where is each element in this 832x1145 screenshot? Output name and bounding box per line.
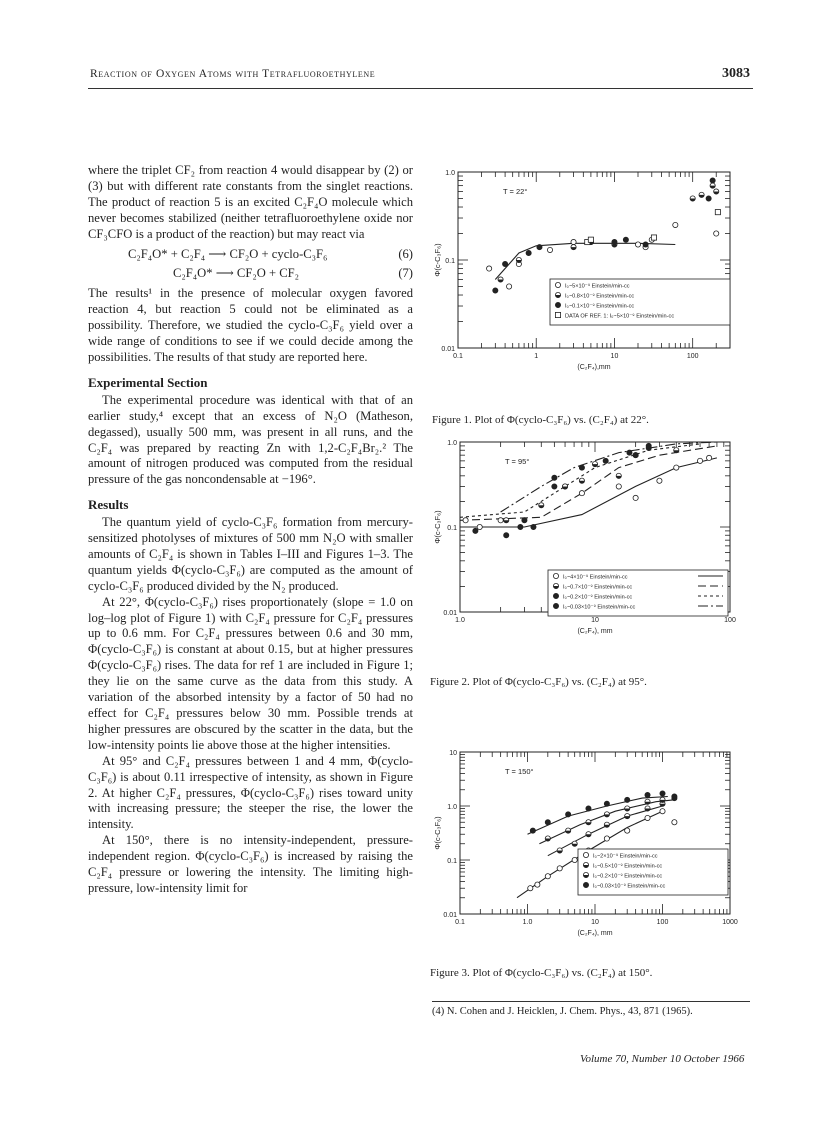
figure-1-caption: Figure 1. Plot of Φ(cyclo-C₃F₆) vs. (C₂F₄) at 22°. (432, 414, 649, 426)
x-axis-label: (C₂F₄), mm (577, 628, 613, 635)
data-point (555, 312, 560, 317)
data-point (616, 484, 621, 489)
y-tick-label: 0.1 (447, 525, 457, 532)
data-point (660, 791, 665, 796)
equation-text: C₂F₄O* ⟶ CF₂O + CF₂ (173, 266, 300, 281)
x-tick-label: 0.1 (455, 919, 465, 926)
legend-label: I₀~5×10⁻⁹ Einstein/min-cc (565, 283, 630, 290)
y-tick-label: 0.01 (443, 912, 457, 919)
data-point (623, 237, 628, 242)
footnote-rule (432, 1001, 750, 1002)
paragraph: The experimental procedure was identical with that of an earlier study,⁴ except that an excess of N₂O (Matheson, degassed), usually 500 mm, was present in all runs, and the C₂F₄ was prepared by reacting Zn with 1,2-C₂F₄Br₂.² The amount of nitrogen produced was computed from the residual pressure of the gas noncondensable at −196°. (88, 392, 413, 487)
data-point (672, 794, 677, 799)
legend-label: I₀~0.2×10⁻⁹ Einstein/min-cc (593, 873, 663, 880)
data-point (586, 806, 591, 811)
figure-2-caption: Figure 2. Plot of Φ(cyclo-C₃F₆) vs. (C₂F₄) at 95°. (430, 676, 647, 688)
data-point (646, 443, 651, 448)
x-tick-label: 10 (591, 919, 599, 926)
y-axis-label: Φ(c-C₃F₆) (433, 510, 442, 544)
body-column (88, 163, 413, 897)
y-axis-label: Φ(c-C₃F₆) (433, 243, 442, 277)
data-point (528, 886, 533, 891)
data-point (518, 524, 523, 529)
data-point (537, 245, 542, 250)
data-point (706, 196, 711, 201)
data-point (557, 866, 562, 871)
data-point (526, 250, 531, 255)
data-point (697, 458, 702, 463)
data-point (552, 475, 557, 480)
equation-number: (7) (398, 266, 413, 281)
data-point (603, 458, 608, 463)
data-point (588, 237, 593, 242)
equation-7 (88, 266, 413, 282)
legend-label: DATA OF REF. 1: I₀~5×10⁻⁹ Einstein/min-cc (565, 313, 675, 320)
legend-label: I₀~2×10⁻⁹ Einstein/min-cc (593, 853, 658, 860)
y-tick-label: 10 (449, 750, 457, 757)
x-axis-label: (C₂F₄),mm (577, 364, 611, 371)
footnote: (4) N. Cohen and J. Heicklen, J. Chem. Phys., 43, 871 (1965). (432, 1006, 693, 1017)
data-point (579, 491, 584, 496)
y-tick-label: 0.1 (445, 258, 455, 265)
data-point (463, 518, 468, 523)
data-point (506, 284, 511, 289)
data-point (545, 874, 550, 879)
data-point (651, 235, 656, 240)
legend-label: I₀~0.03×10⁻⁹ Einstein/min-cc (563, 604, 636, 611)
y-tick-label: 1.0 (445, 170, 455, 177)
equation-6 (88, 247, 413, 263)
x-tick-label: 1.0 (522, 919, 533, 926)
equation-number: (6) (398, 246, 413, 261)
temperature-label: T = 95° (505, 457, 530, 466)
legend-label: I₀~0.5×10⁻⁹ Einstein/min-cc (593, 863, 663, 870)
header-rule (88, 88, 753, 89)
data-point (535, 882, 540, 887)
data-point (552, 484, 557, 489)
page-number: 3083 (722, 66, 750, 81)
x-tick-label: 100 (656, 919, 669, 926)
y-axis-label: Φ(c-C₃F₆) (433, 816, 442, 850)
paragraph: At 150°, there is no intensity-independent, pressure-independent region. Φ(cyclo-C₃F₆) is increased by raising the C₂F₄ pressure or lowering the intensity. The limiting high-pressure, low-intensity limit for (88, 833, 413, 895)
x-tick-label: 1 (534, 353, 539, 360)
y-tick-label: 0.1 (447, 858, 457, 865)
x-tick-label: 0.1 (453, 353, 463, 360)
data-point (571, 239, 576, 244)
paragraph: At 95° and C₂F₄ pressures between 1 and 4 mm, Φ(cyclo-C₃F₆) is about 0.11 irrespective of intensity, as shown in Figure 2. At higher C₂F₄ pressures, Φ(cyclo-C₃F₆) rises toward unity with increasing pressure; the steeper the rise, the lower the intensity. (88, 753, 413, 832)
figure-3-caption: Figure 3. Plot of Φ(cyclo-C₃F₆) vs. (C₂F₄) at 150°. (430, 967, 653, 979)
y-tick-label: 1.0 (447, 804, 457, 811)
data-point (715, 210, 720, 215)
data-point (583, 852, 588, 857)
data-point (672, 820, 677, 825)
data-point (502, 261, 507, 266)
data-point (545, 820, 550, 825)
data-point (625, 828, 630, 833)
figure-1-chart (430, 162, 750, 407)
x-tick-label: 1.0 (455, 617, 465, 624)
data-point (522, 518, 527, 523)
temperature-label: T = 150° (505, 767, 534, 776)
data-point (645, 815, 650, 820)
data-point (579, 465, 584, 470)
data-point (633, 495, 638, 500)
legend-label: I₀~0.8×10⁻⁹ Einstein/min-cc (565, 293, 635, 300)
legend-label: I₀~0.1×10⁻⁹ Einstein/min-cc (565, 303, 635, 310)
legend-label: I₀~0.7×10⁻⁹ Einstein/min-cc (563, 584, 633, 591)
legend-label: I₀~4×10⁻⁹ Einstein/min-cc (563, 574, 628, 581)
y-tick-label: 0.01 (443, 610, 457, 617)
x-tick-label: 100 (724, 617, 736, 624)
data-point (477, 524, 482, 529)
data-point (660, 809, 665, 814)
paragraph: At 22°, Φ(cyclo-C₃F₆) rises proportionately (slope = 1.0 on log–log plot of Figure 1) with C₂F₄ pressure for C₂F₄ pressures up to 0.6 mm. For C₂F₄ pressures between 0.6 and 30 mm, Φ(cyclo-C₃F₆) is constant at about 0.15, but at higher pressures Φ(cyclo-C₃F₆) rises. The data for ref 1 are included in Figure 1; they lie on the same curve as the data from this study. A variation of the absorbed intensity by a factor of 50 had no effect for C₂F₄ pressures below 30 mm. Possible trends at higher pressures are obscured by the scatter in the data, but the low-intensity points lie above those at the higher intensities. (88, 594, 413, 752)
data-point (643, 242, 648, 247)
equation-text: C₂F₄O* + C₂F₄ ⟶ CF₂O + cyclo-C₃F₆ (128, 246, 328, 261)
data-point (604, 836, 609, 841)
data-point (625, 797, 630, 802)
x-tick-label: 1000 (722, 919, 738, 926)
section-heading: Results (88, 497, 129, 513)
data-point (645, 792, 650, 797)
figure-3 (430, 742, 750, 967)
legend-label: I₀~0.03×10⁻⁹ Einstein/min-cc (593, 883, 666, 890)
paragraph: The quantum yield of cyclo-C₃F₆ formation from mercury-sensitized photolyses of mixtures of 500 mm N₂O with smaller amounts of C₂F₄ is shown in Tables I–III and Figures 1–3. The quantum yields Φ(cyclo-C₃F₆) are computed as the amount of cyclo-C₃F₆ produced divided by the N₂ produced. (88, 515, 413, 593)
legend-label: I₀~0.2×10⁻⁹ Einstein/min-cc (563, 594, 633, 601)
data-point (674, 465, 679, 470)
section-heading: Experimental Section (88, 374, 208, 390)
data-point (612, 239, 617, 244)
data-point (706, 455, 711, 460)
data-point (635, 242, 640, 247)
fit-curve (501, 442, 717, 512)
figure-2 (430, 432, 750, 667)
data-point (566, 812, 571, 817)
y-tick-label: 1.0 (447, 440, 457, 447)
paragraph: where the triplet CF₂ from reaction 4 would disappear by (2) or (3) but with different rate constants from the singlet reactions. The product of reaction 5 is an excited C₂F₄O molecule which never becomes stabilized (neither tetrafluoroethylene oxide nor CF₃CFO is a product of the reaction) but may react via (88, 163, 413, 241)
data-point (710, 178, 715, 183)
data-point (633, 453, 638, 458)
x-tick-label: 10 (591, 617, 599, 624)
journal-footer: Volume 70, Number 10 October 1966 (580, 1053, 745, 1065)
x-tick-label: 10 (610, 353, 619, 360)
y-tick-label: 0.01 (441, 346, 455, 353)
data-point (583, 882, 588, 887)
x-tick-label: 100 (686, 353, 699, 360)
data-point (553, 603, 558, 608)
data-point (531, 524, 536, 529)
data-point (493, 288, 498, 293)
data-point (487, 266, 492, 271)
data-point (627, 450, 632, 455)
fit-curve (460, 446, 717, 520)
data-point (553, 573, 558, 578)
running-title: Reaction of Oxygen Atoms with Tetrafluoroethylene (90, 68, 376, 80)
figure-2-chart (430, 432, 750, 667)
fit-curve (495, 243, 675, 279)
data-point (547, 247, 552, 252)
data-point (504, 533, 509, 538)
data-point (555, 282, 560, 287)
data-point (555, 302, 560, 307)
data-point (553, 593, 558, 598)
data-point (473, 528, 478, 533)
data-point (572, 857, 577, 862)
data-point (498, 518, 503, 523)
data-point (714, 231, 719, 236)
x-axis-label: (C₂F₄), mm (577, 930, 613, 937)
figure-1 (430, 162, 750, 407)
figure-3-chart (430, 742, 750, 967)
temperature-label: T = 22° (503, 187, 528, 196)
data-point (673, 222, 678, 227)
data-point (657, 478, 662, 483)
data-point (530, 828, 535, 833)
paragraph: The results¹ in the presence of molecular oxygen favored reaction 4, but reaction 5 could not be eliminated as a possibility. Therefore, we studied the cyclo-C₃F₆ yield over a wide range of conditions to see if we could decide among the possibilities. The results of that study are reported here. (88, 286, 413, 364)
data-point (604, 801, 609, 806)
